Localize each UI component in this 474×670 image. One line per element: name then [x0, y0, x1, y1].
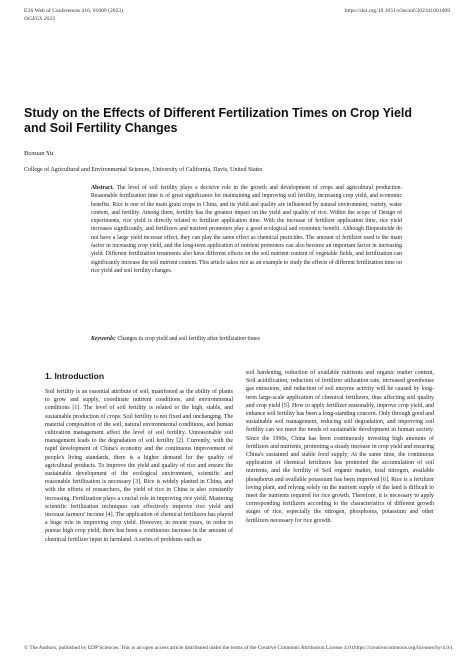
license-footer: © The Authors, published by EDP Sciences. This is an open access article distributed under the terms of the Creative Commons Attribution License 4.0 (https://creativecommons.org/licenses/by/4.0/). [24, 645, 454, 651]
conference-venue: OGEGS 2023 [24, 15, 55, 22]
keywords-label: Keywords: [91, 336, 116, 342]
paper-title: Study on the Effects of Different Fertilization Times on Crop Yield and Soil Fertility Changes [24, 106, 413, 135]
keywords [91, 336, 402, 342]
journal-citation: E3S Web of Conferences 416, 01009 (2023) [24, 8, 124, 14]
section-heading-introduction: 1. Introduction [45, 371, 105, 381]
abstract [91, 184, 402, 275]
doi-link[interactable]: https://doi.org/10.1051/e3sconf/202341601009 [344, 8, 450, 14]
body-text-right-column: soil hardening, reduction of available nutrients and organic matter content, Soil acidification, reduction of fertilizer utilization rate, increased greenhouse gas emissions, and reduction of soil enzyme activity will be caused by long-term large-scale application of chemical fertilizers, thus affecting soil quality and crop yield [5]. How to apply fertilizer reasonably, improve crop yield, and enhance soil fertility has been a long-standing concern. Only through good and sustainable soil management, reducing soil degradation, and improving soil fertility can we meet the needs of sustainable development in human society. Since the 1990s, China has been continuously investing high amounts of fertilizers and nutrients, promoting a steady increase in crop yield and ensuring China's sustained and stable food supply; At the same time, the continuous application of chemical fertilizers has promoted the accumulation of soil nutrients, and the fertility of Soil organic matter, total nitrogen, available phosphorus and available potassium has been improved [6]. Rice is a fertilizer loving plant, and relying solely on the nutrient supply of the land is difficult to meet the nutrients required for rice growth. Therefore, it is necessary to apply corresponding fertilizers according to the characteristics of different growth stages of rice, especially the nitrogen, phosphorus, potassium and other fertilizers necessary for rice growth. [246, 370, 434, 524]
abstract-text: The level of soil fertility plays a decisive role in the growth and development of crops and agricultural production. Reasonable fertilization time is of great significance for maintaining and improving soil fertility, increasing crop yield, and economic benefits. Rice is one of the main grain crops in China, and its yield and quality are influenced by natural environment, variety, water content, and fertility. Among them, fertility has the greatest impact on the yield and quality of rice. Within the scope of Design of experiments, rice yield is directly related to fertilizer application time. With the increase of fertilizer application time, rice yield increases significantly, and fertilizers and nutrient promoters play a good ecological and economic benefit. Although Biopesticide do not have a large yield increase effect, they can play the same effect as chemical pesticides. The amount of fertilizer used is the main factor in increasing crop yield, and the long-term application of nutrient promoters can also become an important factor in increasing yield. Different fertilization treatments also have different effects on the soil nutrient content of vegetable fields, and fertilization can significantly increase the soil nutrient content. This article takes rice as an example to study the effects of different fertilization time on rice yield and soil fertility changes. [91, 185, 402, 274]
author-name: Boxuan Yu [24, 150, 54, 157]
running-header [24, 8, 450, 23]
author-affiliation: College of Agricultural and Environmental Sciences, University of California, Davis, United States [24, 167, 263, 173]
keywords-text: Changes in crop yield and soil fertility after fertilization times [117, 336, 260, 342]
abstract-label: Abstract. [91, 185, 114, 191]
body-text-left-column: Soil fertility is an essential attribute of soil, manifested as the ability of plants to grow and supply, coordinate nutrient conditions, and environmental conditions [1]. The level of soil fertility is related to the high, stable, and sustainable production of crops. Soil fertility is not fixed and unchanging. The material composition of the soil, natural environmental conditions, and human cultivation management affect the level of soil fertility. Unreasonable soil management leads to the degradation of soil fertility [2]. Currently, with the rapid development of China's economy and the continuous improvement of people's living standards, there is a higher demand for the quality of agricultural products. To improve the yield and quality of rice and ensure the sustainable development of the ecological environment, scientific and reasonable fertilization is necessary [3]. Rice is widely planted in China, and with the efforts of researchers, the yield of rice in China is also constantly increasing. Fertilization plays a crucial role in improving rice yield. Mastering scientific fertilization techniques can effectively improve rice yield and increase farmers' income [4]. The application of chemical fertilizers has played a huge role in improving crop yield. However, in recent years, in order to pursue high crop yield, there has been a continuous increase in the amount of chemical fertilizer input in farmland. A series of problems such as [45, 389, 233, 543]
